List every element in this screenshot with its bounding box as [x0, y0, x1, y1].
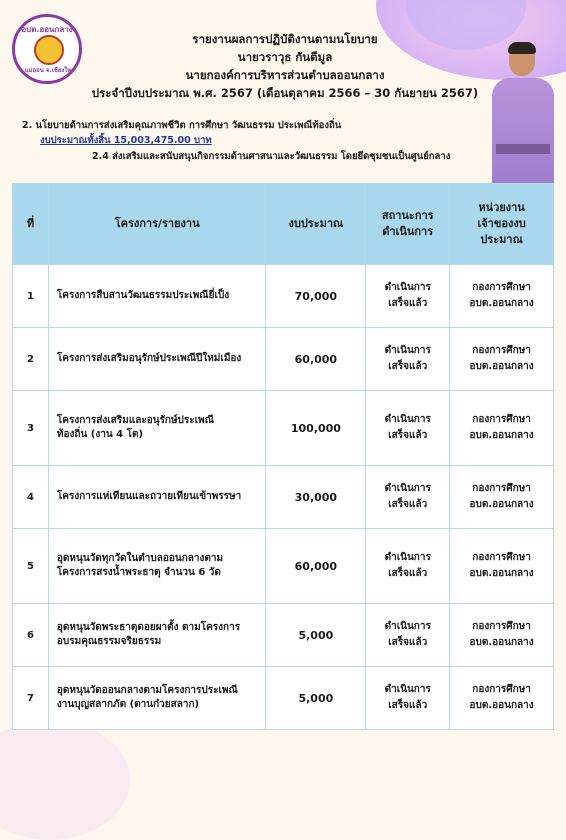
- project-line2: งานบุญสลากภัต (ตานก๋วยสลาก): [56, 699, 200, 710]
- policy-title: 2. นโยบายด้านการส่งเสริมคุณภาพชีวิต การศึกษา วัฒนธรรม ประเพณีท้องถิ่น: [22, 120, 342, 131]
- row-no: 3: [13, 391, 49, 466]
- row-no: 6: [13, 604, 49, 667]
- row-status: [366, 667, 450, 730]
- dept-line1: กองการศึกษา: [472, 621, 531, 632]
- header-title: รายงานผลการปฏิบัติงานตามนโยบาย: [192, 32, 378, 46]
- status-line2: เสร็จแล้ว: [388, 499, 428, 510]
- header-name: นายวราวุธ กันตีมูล: [237, 50, 333, 64]
- project-line2: ท้องถิ่น (งาน 4 โต): [56, 429, 144, 440]
- emblem-icon: [34, 35, 64, 65]
- row-project: [48, 391, 266, 466]
- status-line2: เสร็จแล้ว: [388, 700, 428, 711]
- row-no: 2: [13, 328, 49, 391]
- table-row: [13, 265, 554, 328]
- status-line2: เสร็จแล้ว: [388, 568, 428, 579]
- row-budget: 100,000: [266, 391, 366, 466]
- table-row: [13, 391, 554, 466]
- header-status-line1: สถานะการ: [381, 209, 434, 222]
- dept-line1: กองการศึกษา: [472, 483, 531, 494]
- row-project: [48, 466, 266, 529]
- header-dept-line2: เจ้าของงบ: [477, 217, 526, 230]
- row-status: [366, 265, 450, 328]
- organization-logo: [12, 14, 82, 84]
- project-line2: อบรมคุณธรรมจริยธรรม: [56, 636, 162, 647]
- table-row: [13, 604, 554, 667]
- row-project: [48, 265, 266, 328]
- row-no: 4: [13, 466, 49, 529]
- header-dept-line1: หน่วยงาน: [478, 201, 525, 214]
- header-dept-line3: ประมาณ: [480, 233, 523, 246]
- dept-line1: กองการศึกษา: [472, 414, 531, 425]
- row-budget: 5,000: [266, 667, 366, 730]
- dept-line2: อบต.ออนกลาง: [469, 700, 534, 711]
- dept-line2: อบต.ออนกลาง: [469, 298, 534, 309]
- dept-line2: อบต.ออนกลาง: [469, 361, 534, 372]
- dept-line1: กองการศึกษา: [472, 552, 531, 563]
- row-budget: 70,000: [266, 265, 366, 328]
- header-status: [366, 184, 450, 265]
- row-no: 7: [13, 667, 49, 730]
- dept-line2: อบต.ออนกลาง: [469, 430, 534, 441]
- row-department: [450, 466, 554, 529]
- row-status: [366, 328, 450, 391]
- row-department: [450, 328, 554, 391]
- status-line1: ดำเนินการ: [384, 684, 431, 695]
- row-budget: 60,000: [266, 328, 366, 391]
- row-project: [48, 667, 266, 730]
- header-fiscal-year: ประจำปีงบประมาณ พ.ศ. 2567 (เดือนตุลาคม 2566 – 30 กันยายน 2567): [91, 86, 479, 100]
- project-line2: โครงการสรงน้ำพระธาตุ จำนวน 6 วัด: [56, 567, 221, 578]
- header-position: นายกองค์การบริหารส่วนตำบลออนกลาง: [185, 68, 385, 82]
- policy-subtitle: 2.4 ส่งเสริมและสนับสนุนกิจกรรมด้านศาสนาและวัฒนธรรม โดยยึดชุมชนเป็นศูนย์กลาง: [92, 151, 451, 162]
- project-line1: อุดหนุนวัดทุกวัดในตำบลออนกลางตาม: [56, 553, 224, 564]
- policy-budget: งบประมาณทั้งสิ้น 15,003,475.00 บาท: [40, 135, 212, 146]
- dept-line1: กองการศึกษา: [472, 684, 531, 695]
- row-department: [450, 529, 554, 604]
- status-line1: ดำเนินการ: [384, 621, 431, 632]
- status-line1: ดำเนินการ: [384, 345, 431, 356]
- project-table: [12, 183, 554, 730]
- row-department: [450, 667, 554, 730]
- person-photo: [488, 40, 558, 185]
- row-department: [450, 604, 554, 667]
- status-line2: เสร็จแล้ว: [388, 298, 428, 309]
- row-status: [366, 391, 450, 466]
- dept-line2: อบต.ออนกลาง: [469, 637, 534, 648]
- logo-bottom-text: อ.แม่ออน จ.เชียงใหม่: [18, 67, 76, 74]
- row-project: [48, 604, 266, 667]
- status-line1: ดำเนินการ: [384, 552, 431, 563]
- row-status: [366, 529, 450, 604]
- row-project: [48, 328, 266, 391]
- project-line1: โครงการแห่เทียนและถวายเทียนเข้าพรรษา: [56, 491, 242, 502]
- project-line1: โครงการส่งเสริมและอนุรักษ์ประเพณี: [56, 415, 214, 426]
- row-budget: 30,000: [266, 466, 366, 529]
- row-status: [366, 604, 450, 667]
- report-header: [80, 30, 490, 102]
- project-line1: อุดหนุนวัดพระธาตุดอยผาตั้ง ตามโครงการ: [56, 622, 241, 633]
- row-no: 5: [13, 529, 49, 604]
- dept-line1: กองการศึกษา: [472, 345, 531, 356]
- status-line1: ดำเนินการ: [384, 483, 431, 494]
- table-row: [13, 466, 554, 529]
- header-department: [450, 184, 554, 265]
- status-line2: เสร็จแล้ว: [388, 361, 428, 372]
- logo-top-text: อบต.ออนกลาง: [21, 25, 73, 34]
- status-line2: เสร็จแล้ว: [388, 637, 428, 648]
- header-no: ที่: [13, 184, 49, 265]
- status-line1: ดำเนินการ: [384, 414, 431, 425]
- project-line1: โครงการส่งเสริมอนุรักษ์ประเพณีปีใหม่เมือง: [56, 353, 242, 364]
- header-status-line2: ดำเนินการ: [382, 225, 434, 238]
- status-line2: เสร็จแล้ว: [388, 430, 428, 441]
- dept-line2: อบต.ออนกลาง: [469, 499, 534, 510]
- row-department: [450, 391, 554, 466]
- row-budget: 5,000: [266, 604, 366, 667]
- row-budget: 60,000: [266, 529, 366, 604]
- dept-line1: กองการศึกษา: [472, 282, 531, 293]
- header-project: โครงการ/รายงาน: [48, 184, 266, 265]
- row-status: [366, 466, 450, 529]
- row-department: [450, 265, 554, 328]
- project-line1: โครงการสืบสานวัฒนธรรมประเพณียี่เป็ง: [56, 290, 230, 301]
- status-line1: ดำเนินการ: [384, 282, 431, 293]
- dept-line2: อบต.ออนกลาง: [469, 568, 534, 579]
- row-no: 1: [13, 265, 49, 328]
- table-row: [13, 328, 554, 391]
- header-budget: งบประมาณ: [266, 184, 366, 265]
- row-project: [48, 529, 266, 604]
- project-line1: อุดหนุนวัดออนกลางตามโครงการประเพณี: [56, 685, 238, 696]
- table-row: [13, 667, 554, 730]
- table-row: [13, 529, 554, 604]
- table-header-row: [13, 184, 554, 265]
- decorative-blob: [0, 720, 130, 840]
